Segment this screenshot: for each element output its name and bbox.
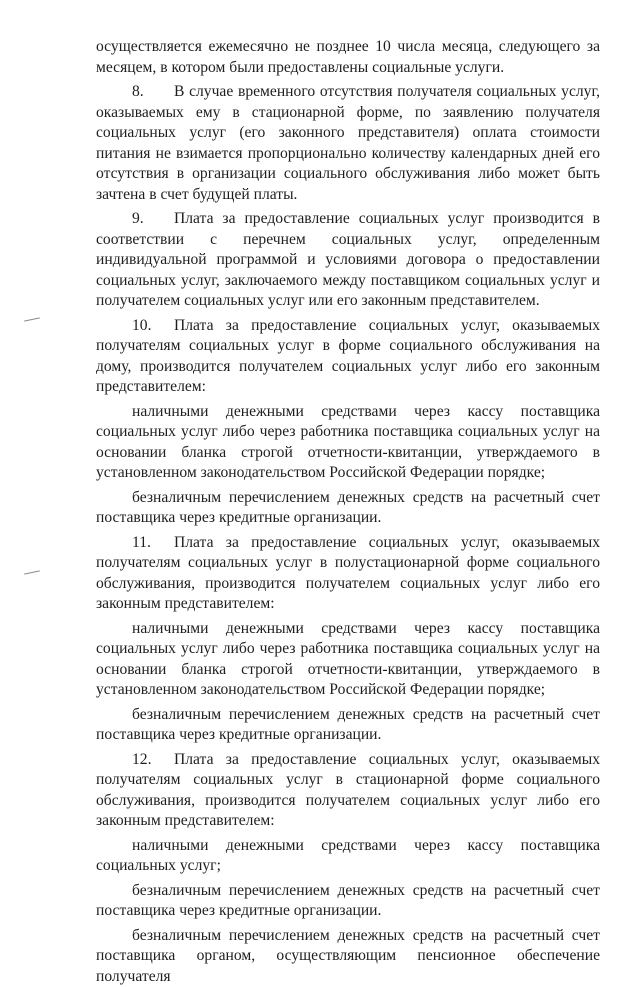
paragraph-9: 9. Плата за предоставление социальных услуг производится в соответствии с перечнем социальных услуг, определенным индивидуальной программой и условиями договора о предоставлении социальных услуг, заключаемого между поставщиком социальных услуг и получателем социальных услуг или его законным представителем. [96,209,600,312]
list-item-cash: наличными денежными средствами через кассу поставщика социальных услуг либо через работника поставщика социальных услуг на основании бланка строгой отчетности-квитанции, утверждаемого в установленном законодательством Российской Федерации порядке; [96,402,600,484]
paragraph-continuation: осуществляется ежемесячно не позднее 10 числа месяца, следующего за месяцем, в котором были предоставлены социальные услуги. [96,37,600,78]
margin-mark [24,317,40,321]
paragraph-11: 11. Плата за предоставление социальных услуг, оказываемых получателям социальных услуг в полустационарной форме социального обслуживания, производится получателем социальных услуг либо его законным представителем: [96,533,600,615]
list-item-cash: наличными денежными средствами через кассу поставщика социальных услуг; [96,836,600,877]
paragraph-12: 12. Плата за предоставление социальных услуг, оказываемых получателям социальных услуг в стационарной форме социального обслуживания, производится получателем социальных услуг либо его законным представителем: [96,750,600,832]
list-item-transfer: безналичным перечислением денежных средств на расчетный счет поставщика через кредитные организации. [96,881,600,922]
list-item-transfer: безналичным перечислением денежных средств на расчетный счет поставщика через кредитные организации. [96,705,600,746]
paragraph-number: 8. [132,82,174,103]
document-body [96,37,600,987]
paragraph-number: 11. [132,533,174,554]
list-item-pension-transfer: безналичным перечислением денежных средств на расчетный счет поставщика органом, осуществляющим пенсионное обеспечение получателя [96,926,600,987]
list-item-cash: наличными денежными средствами через кассу поставщика социальных услуг либо через работника поставщика социальных услуг на основании бланка строгой отчетности-квитанции, утверждаемого в установленном законодательством Российской Федерации порядке; [96,619,600,701]
paragraph-8: 8. В случае временного отсутствия получателя социальных услуг, оказываемых ему в стационарной форме, по заявлению получателя социальных услуг (его законного представителя) оплата стоимости питания не взимается пропорционально количеству календарных дней его отсутствия в организации социального обслуживания либо может быть зачтена в счет будущей платы. [96,82,600,205]
paragraph-number: 10. [132,316,174,337]
paragraph-10: 10. Плата за предоставление социальных услуг, оказываемых получателям социальных услуг в форме социального обслуживания на дому, производится получателем социальных услуг либо его законным представителем: [96,316,600,398]
paragraph-number: 12. [132,750,174,771]
paragraph-number: 9. [132,209,174,230]
list-item-transfer: безналичным перечислением денежных средств на расчетный счет поставщика через кредитные организации. [96,488,600,529]
margin-mark [24,570,40,574]
